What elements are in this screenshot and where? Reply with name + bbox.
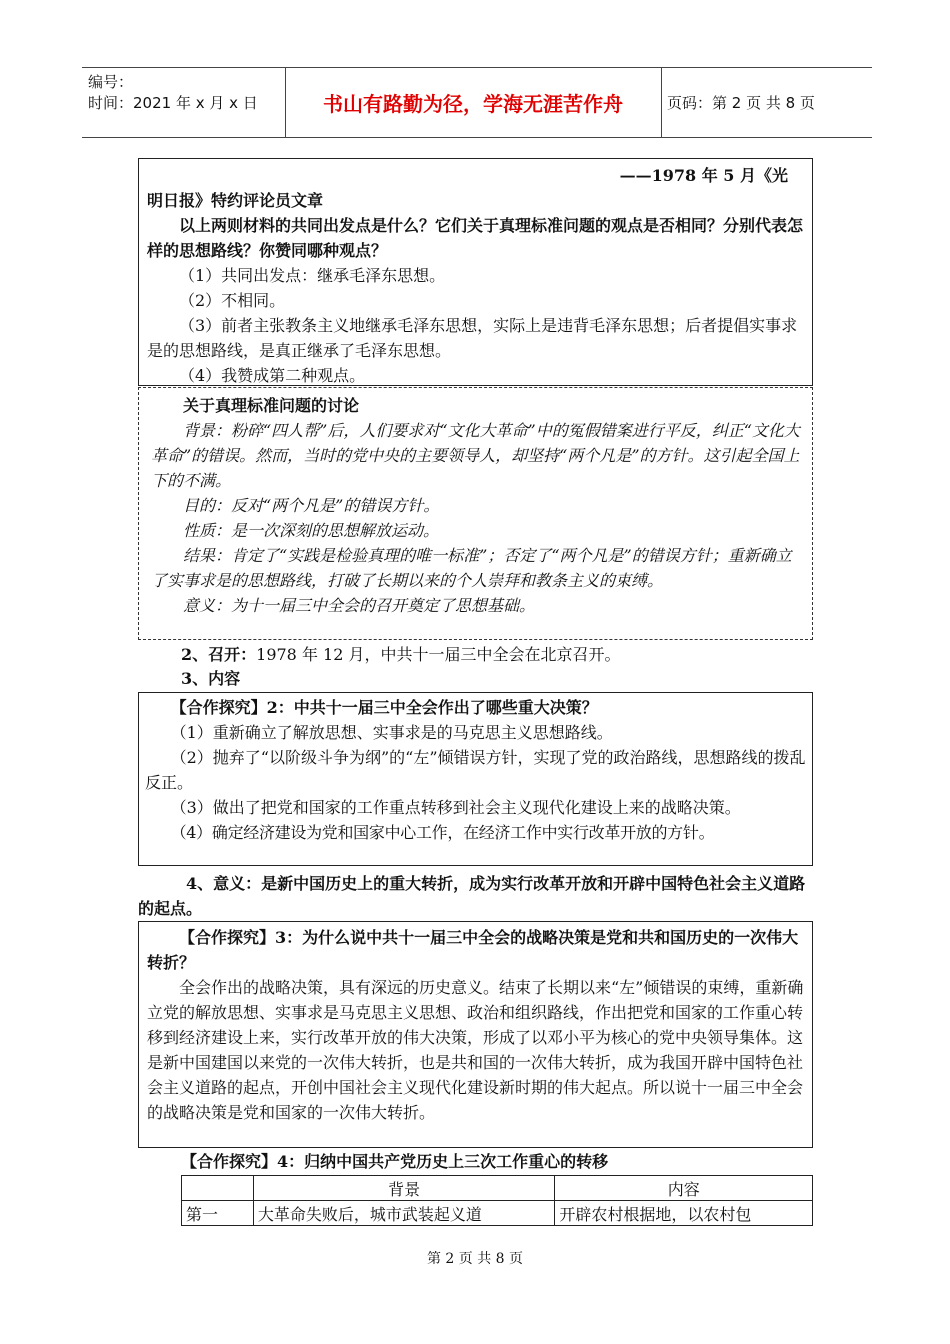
table-cell: 第一 [182, 1201, 254, 1226]
discussion-nature: 性质：是一次深刻的思想解放运动。 [183, 521, 440, 540]
answer-item: （4）我赞成第二种观点。 [179, 366, 366, 385]
page-footer: 第 2 页 共 8 页 [426, 1251, 524, 1267]
section-label: 4、意义： [186, 874, 262, 893]
section-convening [181, 643, 620, 667]
answer-item: （1）共同出发点：继承毛泽东思想。 [179, 266, 446, 285]
table-header-cell [182, 1176, 254, 1201]
source-line: 明日报》特约评论员文章 [147, 191, 324, 210]
decisions-box [138, 692, 813, 866]
header-divider [661, 68, 662, 137]
table-cell: 开辟农村根据地，以农村包 [555, 1201, 813, 1226]
decision-item: （3）做出了把党和国家的工作重点转移到社会主义现代化建设上来的战略决策。 [170, 798, 741, 817]
table-header-cell: 内容 [555, 1176, 813, 1201]
discussion-title: 关于真理标准问题的讨论 [183, 396, 360, 415]
work-focus-table [181, 1175, 813, 1226]
decision-item: （1）重新确立了解放思想、实事求是的马克思主义思想路线。 [170, 723, 613, 742]
header-motto: 书山有路勤为径，学海无涯苦作舟 [323, 92, 623, 116]
answer-item: （3）前者主张教条主义地继承毛泽东思想，实际上是违背毛泽东思想；后者提倡实事求是的思想路线，是真正继承了毛泽东思想。 [147, 316, 798, 360]
discussion-result: 结果：肯定了“实践是检验真理的唯一标准”；否定了“两个凡是”的错误方针；重新确立了实事求是的思想路线，打破了长期以来的个人崇拜和教条主义的束缚。 [151, 546, 792, 590]
section-significance [138, 871, 813, 921]
discussion-significance: 意义：为十一届三中全会的召开奠定了思想基础。 [183, 596, 536, 615]
header-meta [88, 72, 258, 114]
question-text: 以上两则材料的共同出发点是什么？它们关于真理标准问题的观点是否相同？分别代表怎样的思想路线？你赞同哪种观点？ [147, 216, 804, 260]
source-line: ——1978 年 5 月《光 [619, 166, 788, 185]
truth-standard-discussion-box [138, 387, 813, 640]
table-header-row [182, 1176, 813, 1201]
header-page-number: 页码：第 2 页 共 8 页 [667, 94, 815, 112]
table-cell: 大革命失败后，城市武装起义道 [253, 1201, 555, 1226]
section-content-heading: 3、内容 [181, 669, 241, 688]
answer-item: （2）不相同。 [179, 291, 286, 310]
decisions-title: 【合作探究】2：中共十一届三中全会作出了哪些重大决策？ [170, 698, 598, 717]
section-text: 是新中国历史上的重大转折，成为实行改革开放和开辟中国特色社会主义道路的起点。 [138, 874, 806, 918]
table-header-cell: 背景 [253, 1176, 555, 1201]
page-header [82, 67, 872, 138]
header-number: 编号： [88, 73, 134, 91]
decision-item: （4）确定经济建设为党和国家中心工作，在经济工作中实行改革开放的方针。 [170, 823, 715, 842]
discussion-purpose: 目的：反对“两个凡是”的错误方针。 [183, 496, 440, 515]
turning-point-text: 全会作出的战略决策，具有深远的历史意义。结束了长期以来“左”倾错误的束缚，重新确立党的解放思想、实事求是马克思主义思想、政治和组织路线，作出把党和国家的工作重心转移到经济建设上来，实行改革开放的伟大决策，形成了以邓小平为核心的党中央领导集体。这是新中国建国以来党的一次伟大转折，也是共和国的一次伟大转折，成为我国开辟中国特色社会主义道路的起点，开创中国社会主义现代化建设新时期的伟大起点。所以说十一届三中全会的战略决策是党和国家的一次伟大转折。 [147, 978, 804, 1122]
turning-point-title: 【合作探究】3：为什么说中共十一届三中全会的战略决策是党和共和国历史的一次伟大转折？ [147, 928, 799, 972]
material-answer-box [138, 158, 813, 386]
work-focus-title: 【合作探究】4：归纳中国共产党历史上三次工作重心的转移 [181, 1152, 609, 1171]
table-row [182, 1201, 813, 1226]
section-text: 1978 年 12 月，中共十一届三中全会在北京召开。 [256, 645, 621, 664]
header-date: 时间：2021 年 x 月 x 日 [88, 94, 258, 112]
section-label: 2、召开： [181, 645, 257, 664]
discussion-background: 背景：粉碎“四人帮”后，人们要求对“文化大革命”中的冤假错案进行平反，纠正“文化大革命”的错误。然而，当时的党中央的主要领导人，却坚持“两个凡是”的方针。这引起全国上下的不满。 [151, 421, 800, 490]
turning-point-box [138, 921, 813, 1148]
decision-item: （2）抛弃了“以阶级斗争为纲”的“左”倾错误方针，实现了党的政治路线，思想路线的拨乱反正。 [145, 748, 806, 792]
